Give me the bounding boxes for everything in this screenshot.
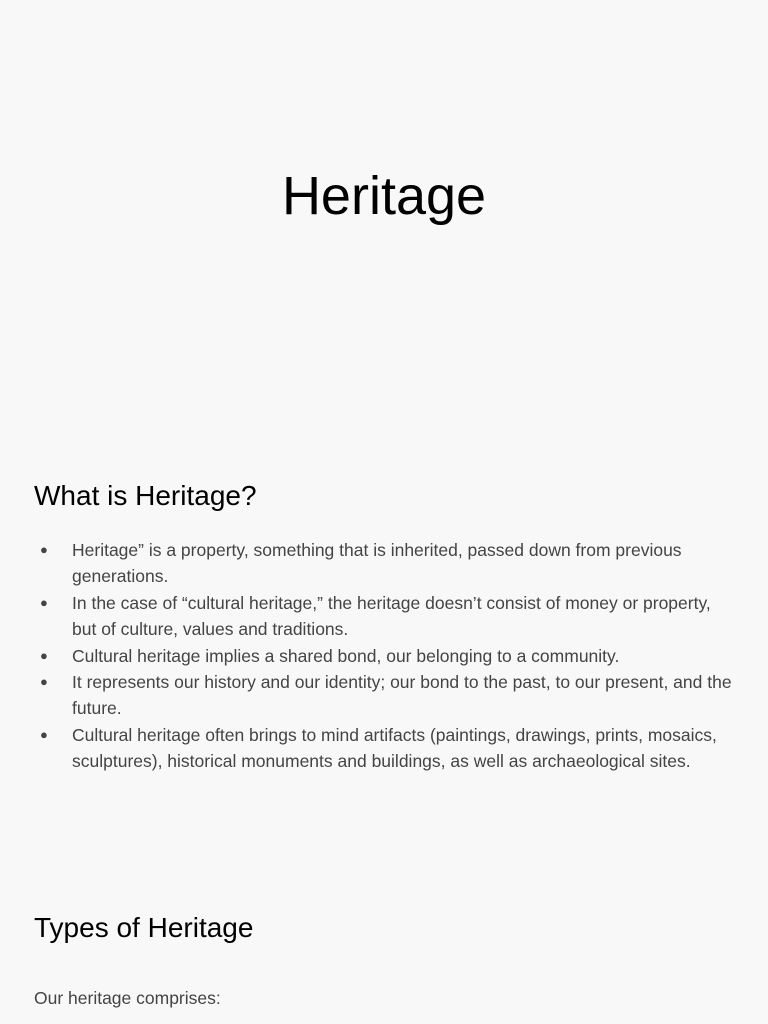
list-item-text: Cultural heritage implies a shared bond, our belonging to a community.	[72, 645, 620, 666]
page-title: Heritage	[281, 166, 487, 226]
bullet-dot-icon: ●	[40, 542, 48, 557]
list-item-text: In the case of “cultural heritage,” the heritage doesn’t consist of money or property, but of culture, values and traditions.	[72, 592, 711, 640]
bullet-dot-icon: ●	[40, 594, 48, 610]
list-item-text: Cultural heritage often brings to mind artifacts (paintings, drawings, prints, mosaics, sculptures), historical monuments and buildings, as well as archaeological sites.	[72, 724, 717, 772]
list-item	[34, 643, 734, 669]
list-item	[34, 537, 734, 590]
list-item	[34, 722, 734, 775]
bullet-list	[34, 537, 734, 775]
intro-text: Our heritage comprises:	[34, 988, 221, 1008]
list-item-text: It represents our history and our identity; our bond to the past, to our present, and the future.	[72, 672, 732, 719]
bullet-dot-icon: ●	[40, 647, 48, 663]
bullet-dot-icon: ●	[40, 726, 48, 742]
list-item	[34, 669, 734, 722]
list-item	[34, 590, 734, 643]
list-item-text: Heritage” is a property, something that is inherited, passed down from previous generations.	[72, 540, 682, 587]
section-heading-what-is-heritage: What is Heritage?	[34, 480, 257, 511]
section-heading-types-of-heritage: Types of Heritage	[34, 912, 254, 943]
bullet-dot-icon: ●	[40, 674, 48, 690]
